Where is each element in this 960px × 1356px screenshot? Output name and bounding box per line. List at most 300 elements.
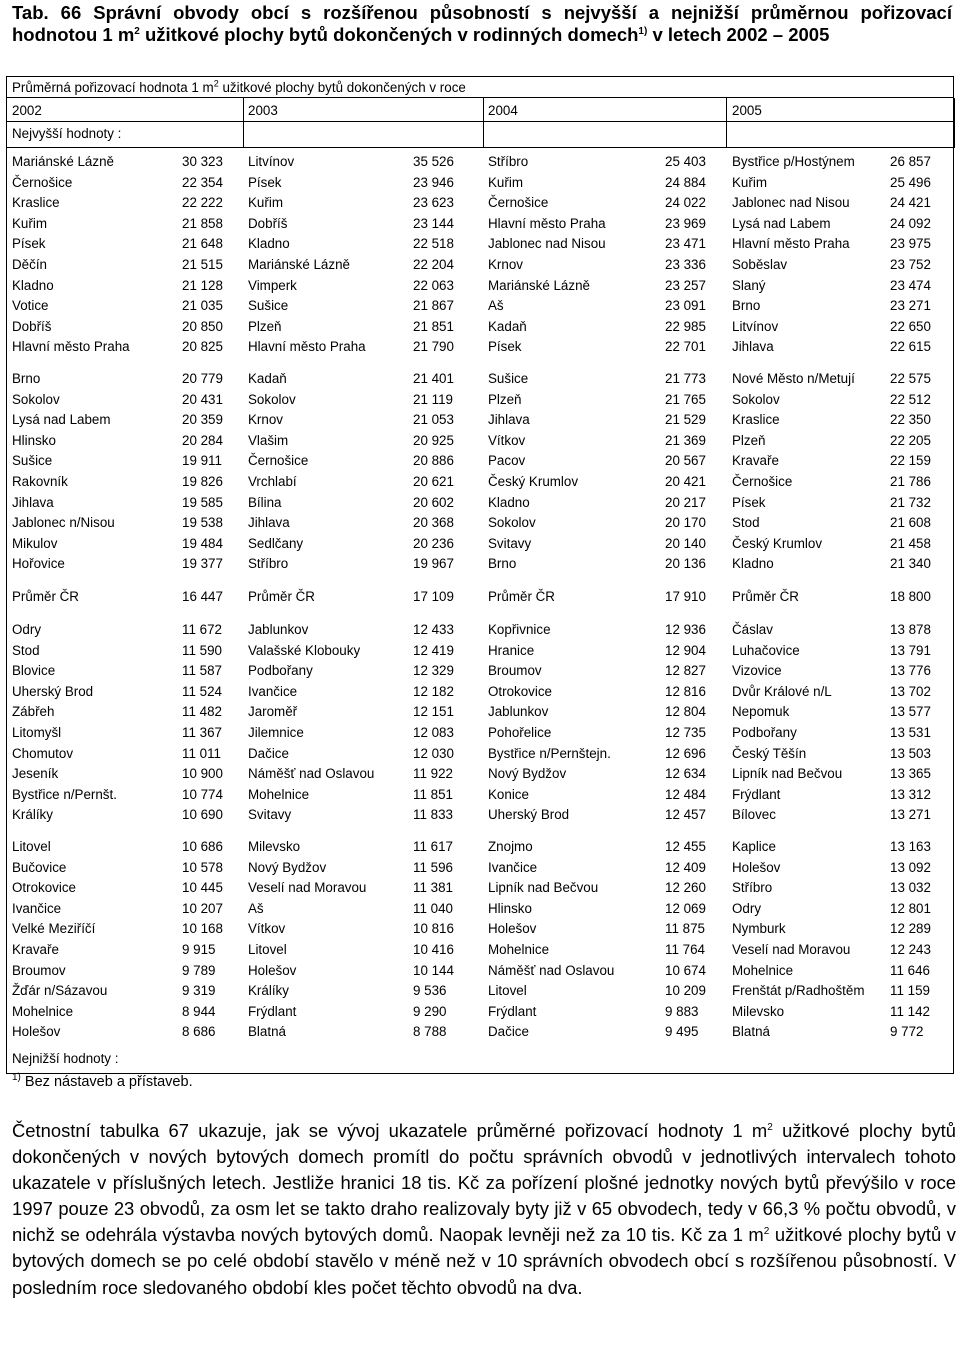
district-name: Kuřim xyxy=(12,215,47,231)
district-name: Brno xyxy=(12,371,41,386)
district-name: Kadaň xyxy=(488,318,527,334)
district-value: 12 243 xyxy=(890,942,931,957)
district-value: 8 944 xyxy=(182,1003,216,1019)
district-value: 20 567 xyxy=(665,453,706,469)
table-row xyxy=(0,899,960,919)
district-value: 20 170 xyxy=(665,515,706,531)
district-name: Kadaň xyxy=(248,371,287,386)
district-value: 20 421 xyxy=(665,474,706,489)
district-value: 12 634 xyxy=(665,766,706,782)
table-row xyxy=(0,702,960,722)
district-value: 20 621 xyxy=(413,474,454,489)
district-value: 11 851 xyxy=(413,786,453,802)
district-value: 17 109 xyxy=(413,589,454,604)
district-value: 12 409 xyxy=(665,859,706,875)
district-value: 13 531 xyxy=(890,725,931,740)
district-value: 21 773 xyxy=(665,371,706,386)
district-name: Vrchlabí xyxy=(248,474,297,489)
district-value: 19 484 xyxy=(182,535,223,551)
district-name: Vítkov xyxy=(488,432,526,448)
district-value: 10 578 xyxy=(182,859,223,875)
district-value: 13 776 xyxy=(890,663,931,679)
district-name: Velké Meziříčí xyxy=(12,921,96,937)
district-value: 10 774 xyxy=(182,786,223,802)
district-value: 13 503 xyxy=(890,745,931,761)
district-name: Holešov xyxy=(248,962,297,978)
table-row xyxy=(0,234,960,254)
district-value: 11 833 xyxy=(413,807,453,823)
table-row xyxy=(0,785,960,805)
district-name: Milevsko xyxy=(732,1003,785,1019)
district-value: 21 340 xyxy=(890,556,931,572)
district-value: 8 686 xyxy=(182,1024,216,1040)
district-value: 20 431 xyxy=(182,391,223,407)
district-name: Kuřim xyxy=(488,174,523,190)
district-name: Blovice xyxy=(12,663,56,679)
district-name: Kuřim xyxy=(732,174,767,190)
table-row xyxy=(0,837,960,857)
district-value: 22 615 xyxy=(890,339,931,355)
district-value: 23 144 xyxy=(413,215,454,231)
district-name: Sokolov xyxy=(488,515,536,531)
district-name: Luhačovice xyxy=(732,642,800,658)
highest-values-label: Nejvyšší hodnoty : xyxy=(12,126,122,141)
district-name: Litovel xyxy=(12,839,51,854)
table-row xyxy=(0,1022,960,1042)
table-row xyxy=(0,193,960,213)
district-value: 19 377 xyxy=(182,556,223,572)
district-name: Sušice xyxy=(12,453,53,469)
district-name: Bystřice p/Hostýnem xyxy=(732,154,855,169)
district-name: Jihlava xyxy=(732,339,774,355)
district-name: Veselí nad Moravou xyxy=(248,880,367,896)
table-row xyxy=(0,554,960,574)
district-value: 12 151 xyxy=(413,704,454,720)
district-name: Kraslice xyxy=(732,412,780,428)
district-name: Kravaře xyxy=(732,453,779,469)
district-value: 22 205 xyxy=(890,432,931,448)
district-value: 23 474 xyxy=(890,277,931,293)
table-row xyxy=(0,587,960,607)
table-row xyxy=(0,961,960,981)
district-value: 21 608 xyxy=(890,515,931,531)
district-value: 12 735 xyxy=(665,725,706,740)
district-name: Mohelnice xyxy=(12,1003,74,1019)
district-value: 13 312 xyxy=(890,786,931,802)
district-name: Sokolov xyxy=(732,391,780,407)
district-value: 22 701 xyxy=(665,339,706,355)
district-value: 22 063 xyxy=(413,277,454,293)
district-value: 21 765 xyxy=(665,391,706,407)
district-name: Konice xyxy=(488,786,529,802)
district-value: 10 209 xyxy=(665,983,706,999)
district-value: 11 142 xyxy=(890,1003,930,1019)
district-name: Plzeň xyxy=(488,391,522,407)
district-value: 9 290 xyxy=(413,1003,447,1019)
table-row xyxy=(0,723,960,743)
district-value: 11 764 xyxy=(665,942,705,957)
district-value: 21 732 xyxy=(890,494,931,510)
district-name: Průměr ČR xyxy=(488,589,555,604)
district-value: 21 458 xyxy=(890,535,931,551)
district-name: Vimperk xyxy=(248,277,297,293)
district-name: Blatná xyxy=(732,1024,770,1040)
district-value: 20 284 xyxy=(182,432,223,448)
district-name: Sedlčany xyxy=(248,535,304,551)
district-value: 13 271 xyxy=(890,807,931,823)
district-name: Jaroměř xyxy=(248,704,298,720)
district-name: Černošice xyxy=(12,174,73,190)
district-name: Písek xyxy=(732,494,766,510)
district-name: Krnov xyxy=(488,257,523,272)
district-value: 13 577 xyxy=(890,704,931,720)
district-value: 22 222 xyxy=(182,195,223,211)
district-name: Frenštát p/Radhoštěm xyxy=(732,983,865,999)
district-value: 24 421 xyxy=(890,195,931,211)
district-value: 30 323 xyxy=(182,154,223,169)
district-name: Podbořany xyxy=(248,663,313,679)
district-value: 21 035 xyxy=(182,298,223,314)
district-name: Jablonec n/Nisou xyxy=(12,515,115,531)
district-name: Holešov xyxy=(732,859,781,875)
district-value: 12 083 xyxy=(413,725,454,740)
district-value: 23 969 xyxy=(665,215,706,231)
district-name: Zábřeh xyxy=(12,704,55,720)
district-value: 19 911 xyxy=(182,453,222,469)
district-name: Průměr ČR xyxy=(12,589,79,604)
district-value: 12 289 xyxy=(890,921,931,937)
district-value: 9 772 xyxy=(890,1024,924,1040)
district-value: 12 433 xyxy=(413,622,454,637)
district-name: Český Těšín xyxy=(732,745,807,761)
district-name: Stříbro xyxy=(732,880,773,896)
district-name: Plzeň xyxy=(248,318,282,334)
district-value: 13 365 xyxy=(890,766,931,782)
district-name: Jablunkov xyxy=(488,704,549,720)
district-name: Náměšť nad Oslavou xyxy=(248,766,375,782)
column-divider xyxy=(726,98,727,148)
table-row xyxy=(0,744,960,764)
district-name: Čáslav xyxy=(732,622,773,637)
district-value: 12 696 xyxy=(665,745,706,761)
district-name: Kuřim xyxy=(248,195,283,211)
district-value: 20 850 xyxy=(182,318,223,334)
district-value: 11 381 xyxy=(413,880,453,896)
district-name: Kopřivnice xyxy=(488,622,551,637)
district-name: Brno xyxy=(488,556,517,572)
district-name: Černošice xyxy=(248,453,309,469)
table-row xyxy=(0,1002,960,1022)
district-name: Ivančice xyxy=(12,900,62,916)
district-value: 10 445 xyxy=(182,880,223,896)
district-name: Mariánské Lázně xyxy=(12,154,114,169)
district-name: Bystřice n/Pernšt. xyxy=(12,786,117,802)
district-value: 19 585 xyxy=(182,494,223,510)
district-value: 22 159 xyxy=(890,453,931,469)
district-name: Slaný xyxy=(732,277,766,293)
district-name: Hranice xyxy=(488,642,535,658)
district-name: Ivančice xyxy=(488,859,538,875)
district-value: 20 925 xyxy=(413,432,454,448)
district-value: 23 257 xyxy=(665,277,706,293)
year-2003: 2003 xyxy=(248,103,278,118)
district-value: 21 119 xyxy=(413,391,453,407)
district-value: 12 827 xyxy=(665,663,706,679)
district-value: 22 518 xyxy=(413,236,454,252)
district-value: 9 319 xyxy=(182,983,216,999)
district-value: 11 672 xyxy=(182,622,222,637)
table-row xyxy=(0,451,960,471)
district-name: Dačice xyxy=(488,1024,529,1040)
district-name: Průměr ČR xyxy=(732,589,799,604)
district-value: 13 702 xyxy=(890,683,931,699)
district-name: Valašské Klobouky xyxy=(248,642,361,658)
district-value: 10 686 xyxy=(182,839,223,854)
district-name: Bílina xyxy=(248,494,282,510)
district-name: Kravaře xyxy=(12,942,59,957)
district-value: 23 752 xyxy=(890,257,931,272)
district-value: 24 884 xyxy=(665,174,706,190)
district-value: 23 623 xyxy=(413,195,454,211)
district-value: 20 368 xyxy=(413,515,454,531)
district-name: Litovel xyxy=(248,942,287,957)
year-2005: 2005 xyxy=(732,103,762,118)
year-2004: 2004 xyxy=(488,103,518,118)
district-value: 12 419 xyxy=(413,642,454,658)
header-divider xyxy=(6,147,954,148)
district-name: Odry xyxy=(732,900,762,916)
district-name: Mariánské Lázně xyxy=(248,257,350,272)
district-name: Otrokovice xyxy=(12,880,76,896)
column-divider xyxy=(483,98,484,148)
district-value: 21 648 xyxy=(182,236,223,252)
district-value: 9 789 xyxy=(182,962,216,978)
district-name: Holešov xyxy=(12,1024,61,1040)
table-row xyxy=(0,255,960,275)
district-name: Brno xyxy=(732,298,761,314)
district-name: Písek xyxy=(248,174,282,190)
table-row xyxy=(0,858,960,878)
district-value: 9 883 xyxy=(665,1003,699,1019)
table-row xyxy=(0,620,960,640)
table-row xyxy=(0,493,960,513)
district-value: 11 596 xyxy=(413,859,453,875)
district-value: 12 484 xyxy=(665,786,706,802)
district-value: 10 416 xyxy=(413,942,454,957)
district-name: Jablonec nad Nisou xyxy=(732,195,850,211)
district-value: 11 922 xyxy=(413,766,453,782)
table-row xyxy=(0,534,960,554)
district-name: Svitavy xyxy=(248,807,292,823)
district-name: Kraslice xyxy=(12,195,60,211)
table-row xyxy=(0,296,960,316)
header-caption: Průměrná pořizovací hodnota 1 $m^2$ užitkové plochy bytů dokončených v roce xyxy=(12,78,466,95)
district-name: Stříbro xyxy=(248,556,289,572)
district-value: 17 910 xyxy=(665,589,706,604)
district-name: Nepomuk xyxy=(732,704,790,720)
district-value: 12 455 xyxy=(665,839,706,854)
district-name: Sokolov xyxy=(248,391,296,407)
district-value: 20 779 xyxy=(182,371,223,386)
district-value: 12 904 xyxy=(665,642,706,658)
district-value: 12 260 xyxy=(665,880,706,896)
district-value: 26 857 xyxy=(890,154,931,169)
district-name: Český Krumlov xyxy=(488,474,579,489)
district-value: 12 182 xyxy=(413,683,454,699)
district-value: 22 354 xyxy=(182,174,223,190)
district-name: Děčín xyxy=(12,257,47,272)
district-name: Otrokovice xyxy=(488,683,552,699)
district-value: 11 482 xyxy=(182,704,222,720)
district-value: 21 851 xyxy=(413,318,454,334)
district-name: Aš xyxy=(248,900,264,916)
district-value: 22 350 xyxy=(890,412,931,428)
district-name: Stod xyxy=(12,642,40,658)
district-name: Frýdlant xyxy=(248,1003,297,1019)
district-name: Dobříš xyxy=(12,318,52,334)
district-value: 11 367 xyxy=(182,725,222,740)
district-name: Písek xyxy=(12,236,46,252)
district-value: 23 336 xyxy=(665,257,706,272)
district-name: Dvůr Králové n/L xyxy=(732,683,832,699)
table-row xyxy=(0,472,960,492)
district-name: Lipník nad Bečvou xyxy=(488,880,599,896)
district-value: 10 690 xyxy=(182,807,223,823)
table-row xyxy=(0,919,960,939)
district-name: Žďár n/Sázavou xyxy=(12,983,108,999)
district-value: 12 329 xyxy=(413,663,454,679)
district-value: 12 801 xyxy=(890,900,931,916)
table-row xyxy=(0,431,960,451)
district-name: Hlinsko xyxy=(488,900,532,916)
district-name: Bystřice n/Pernštejn. xyxy=(488,745,611,761)
district-value: 20 217 xyxy=(665,494,706,510)
district-value: 12 816 xyxy=(665,683,706,699)
district-name: Sušice xyxy=(248,298,289,314)
district-value: 22 650 xyxy=(890,318,931,334)
district-name: Hlavní město Praha xyxy=(488,215,606,231)
district-name: Kladno xyxy=(732,556,774,572)
district-name: Votice xyxy=(12,298,49,314)
column-divider xyxy=(954,98,955,148)
district-name: Nymburk xyxy=(732,921,786,937)
table-row xyxy=(0,317,960,337)
district-name: Litvínov xyxy=(732,318,779,334)
district-name: Náměšť nad Oslavou xyxy=(488,962,615,978)
district-name: Mohelnice xyxy=(488,942,550,957)
district-name: Stod xyxy=(732,515,760,531)
district-name: Uherský Brod xyxy=(488,807,570,823)
district-value: 21 369 xyxy=(665,432,706,448)
table-row xyxy=(0,513,960,533)
table-row xyxy=(0,390,960,410)
district-name: Mohelnice xyxy=(732,962,794,978)
table-row xyxy=(0,878,960,898)
district-name: Dobříš xyxy=(248,215,288,231)
district-name: Hořovice xyxy=(12,556,65,572)
district-name: Blatná xyxy=(248,1024,286,1040)
district-name: Jihlava xyxy=(248,515,290,531)
district-value: 19 538 xyxy=(182,515,223,531)
district-value: 20 359 xyxy=(182,412,223,428)
table-row xyxy=(0,641,960,661)
district-value: 21 786 xyxy=(890,474,931,489)
district-name: Milevsko xyxy=(248,839,301,854)
district-value: 10 168 xyxy=(182,921,223,937)
district-value: 22 575 xyxy=(890,371,931,386)
district-name: Králíky xyxy=(12,807,53,823)
district-name: Nový Bydžov xyxy=(488,766,567,782)
table-row xyxy=(0,661,960,681)
district-name: Jihlava xyxy=(488,412,530,428)
lowest-values-label: Nejnižší hodnoty : xyxy=(12,1051,119,1066)
district-value: 13 791 xyxy=(890,642,931,658)
district-name: Frýdlant xyxy=(732,786,781,802)
district-value: 23 271 xyxy=(890,298,931,314)
district-name: Černošice xyxy=(732,474,793,489)
district-value: 21 401 xyxy=(413,371,454,386)
district-value: 11 646 xyxy=(890,962,930,978)
district-name: Aš xyxy=(488,298,504,314)
district-value: 9 915 xyxy=(182,942,216,957)
district-name: Jilemnice xyxy=(248,725,304,740)
district-value: 10 207 xyxy=(182,900,223,916)
district-name: Kladno xyxy=(12,277,54,293)
district-value: 21 867 xyxy=(413,298,454,314)
district-value: 12 069 xyxy=(665,900,706,916)
district-name: Holešov xyxy=(488,921,537,937)
district-name: Králíky xyxy=(248,983,289,999)
district-value: 11 040 xyxy=(413,900,453,916)
district-name: Pohořelice xyxy=(488,725,552,740)
district-name: Mariánské Lázně xyxy=(488,277,590,293)
header-divider xyxy=(6,121,954,122)
district-name: Dačice xyxy=(248,745,289,761)
district-value: 20 236 xyxy=(413,535,454,551)
district-name: Vizovice xyxy=(732,663,782,679)
district-name: Český Krumlov xyxy=(732,535,823,551)
district-value: 20 825 xyxy=(182,339,223,355)
district-value: 24 092 xyxy=(890,215,931,231)
district-name: Broumov xyxy=(488,663,542,679)
district-name: Sokolov xyxy=(12,391,60,407)
district-name: Soběslav xyxy=(732,257,788,272)
district-value: 13 878 xyxy=(890,622,931,637)
table-row xyxy=(0,214,960,234)
district-value: 21 515 xyxy=(182,257,223,272)
district-value: 23 091 xyxy=(665,298,706,314)
district-value: 10 144 xyxy=(413,962,454,978)
district-value: 11 590 xyxy=(182,642,222,658)
table-row xyxy=(0,682,960,702)
district-name: Bílovec xyxy=(732,807,776,823)
district-name: Jablonec nad Nisou xyxy=(488,236,606,252)
district-name: Frýdlant xyxy=(488,1003,537,1019)
district-value: 22 985 xyxy=(665,318,706,334)
district-value: 9 495 xyxy=(665,1024,699,1040)
district-name: Mohelnice xyxy=(248,786,310,802)
district-name: Písek xyxy=(488,339,522,355)
table-row xyxy=(0,981,960,1001)
district-value: 23 946 xyxy=(413,174,454,190)
district-value: 35 526 xyxy=(413,154,454,169)
table-row xyxy=(0,152,960,172)
district-value: 12 030 xyxy=(413,745,454,761)
district-value: 11 011 xyxy=(182,745,221,761)
district-value: 16 447 xyxy=(182,589,223,604)
district-name: Jihlava xyxy=(12,494,54,510)
footnote: $^{1)}$ Bez nástaveb a přístaveb. xyxy=(12,1072,193,1090)
